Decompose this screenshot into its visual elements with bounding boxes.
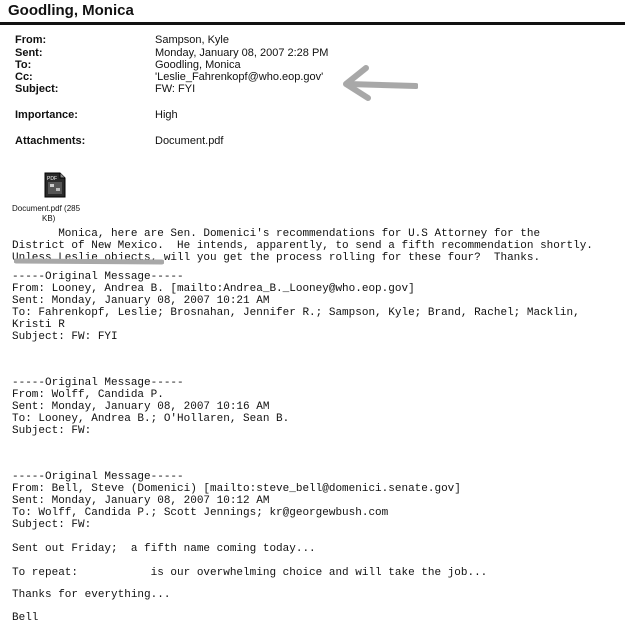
message-text: Sent out Friday; a fifth name coming today...: [12, 543, 316, 555]
from-label: From:: [15, 34, 47, 46]
attachments-label: Attachments:: [15, 135, 86, 147]
message-text: To repeat: is our overwhelming choice and will take the job...: [12, 567, 488, 579]
fwd-sent-line: Sent: Monday, January 08, 2007 10:12 AM: [12, 495, 270, 507]
sent-value: Monday, January 08, 2007 2:28 PM: [155, 47, 329, 59]
fwd-sent-line: Sent: Monday, January 08, 2007 10:16 AM: [12, 401, 270, 413]
fwd-from-line: From: Bell, Steve (Domenici) [mailto:steve_bell@domenici.senate.gov]: [12, 483, 461, 495]
attachment-caption-size: KB): [42, 214, 56, 223]
body-line: District of New Mexico. He intends, apparently, to send a fifth recommendation shortly.: [12, 240, 593, 252]
original-message-divider: -----Original Message-----: [12, 271, 184, 283]
fwd-subject-line: Subject: FW: FYI: [12, 331, 118, 343]
body-line: Monica, here are Sen. Domenici's recommendations for U.S Attorney for the: [12, 228, 541, 240]
subject-value: FW: FYI: [155, 83, 196, 95]
signature: Bell: [12, 612, 39, 624]
importance-label: Importance:: [15, 109, 78, 121]
cc-label: Cc:: [15, 71, 33, 83]
fwd-to-line: To: Looney, Andrea B.; O'Hollaren, Sean B.: [12, 413, 290, 425]
fwd-to-line-cont: Kristi R: [12, 319, 65, 331]
fwd-from-line: From: Looney, Andrea B. [mailto:Andrea_B._Looney@who.eop.gov]: [12, 283, 415, 295]
attachment-caption-name: Document.pdf (285: [12, 204, 81, 213]
subject-label: Subject:: [15, 83, 59, 95]
left-arrow-icon: [338, 62, 418, 102]
fwd-sent-line: Sent: Monday, January 08, 2007 10:21 AM: [12, 295, 270, 307]
pdf-file-icon[interactable]: [42, 172, 68, 198]
fwd-to-line: To: Fahrenkopf, Leslie; Brosnahan, Jennifer R.; Sampson, Kyle; Brand, Rachel; Macklin,: [12, 307, 580, 319]
importance-value: High: [155, 109, 178, 121]
sent-label: Sent:: [15, 47, 43, 59]
original-message-divider: -----Original Message-----: [12, 377, 184, 389]
from-value: Sampson, Kyle: [155, 34, 229, 46]
pdf-badge: PDF: [47, 176, 57, 182]
body-line: Unless Leslie objects, will you get the process rolling for these four? Thanks.: [12, 252, 541, 264]
message-text: Thanks for everything...: [12, 589, 171, 601]
cc-value[interactable]: 'Leslie_Fahrenkopf@who.eop.gov': [155, 71, 324, 83]
attachment-caption: [12, 204, 92, 224]
fwd-to-line: To: Wolff, Candida P.; Scott Jennings; kr@georgewbush.com: [12, 507, 389, 519]
title-divider: [0, 22, 625, 25]
fwd-subject-line: Subject: FW:: [12, 519, 92, 531]
page-title: Goodling, Monica: [8, 2, 134, 19]
to-label: To:: [15, 59, 32, 71]
fwd-subject-line: Subject: FW:: [12, 425, 92, 437]
attachments-value[interactable]: Document.pdf: [155, 135, 224, 147]
to-value: Goodling, Monica: [155, 59, 241, 71]
highlight-underline: [14, 256, 164, 266]
fwd-from-line: From: Wolff, Candida P.: [12, 389, 164, 401]
original-message-divider: -----Original Message-----: [12, 471, 184, 483]
